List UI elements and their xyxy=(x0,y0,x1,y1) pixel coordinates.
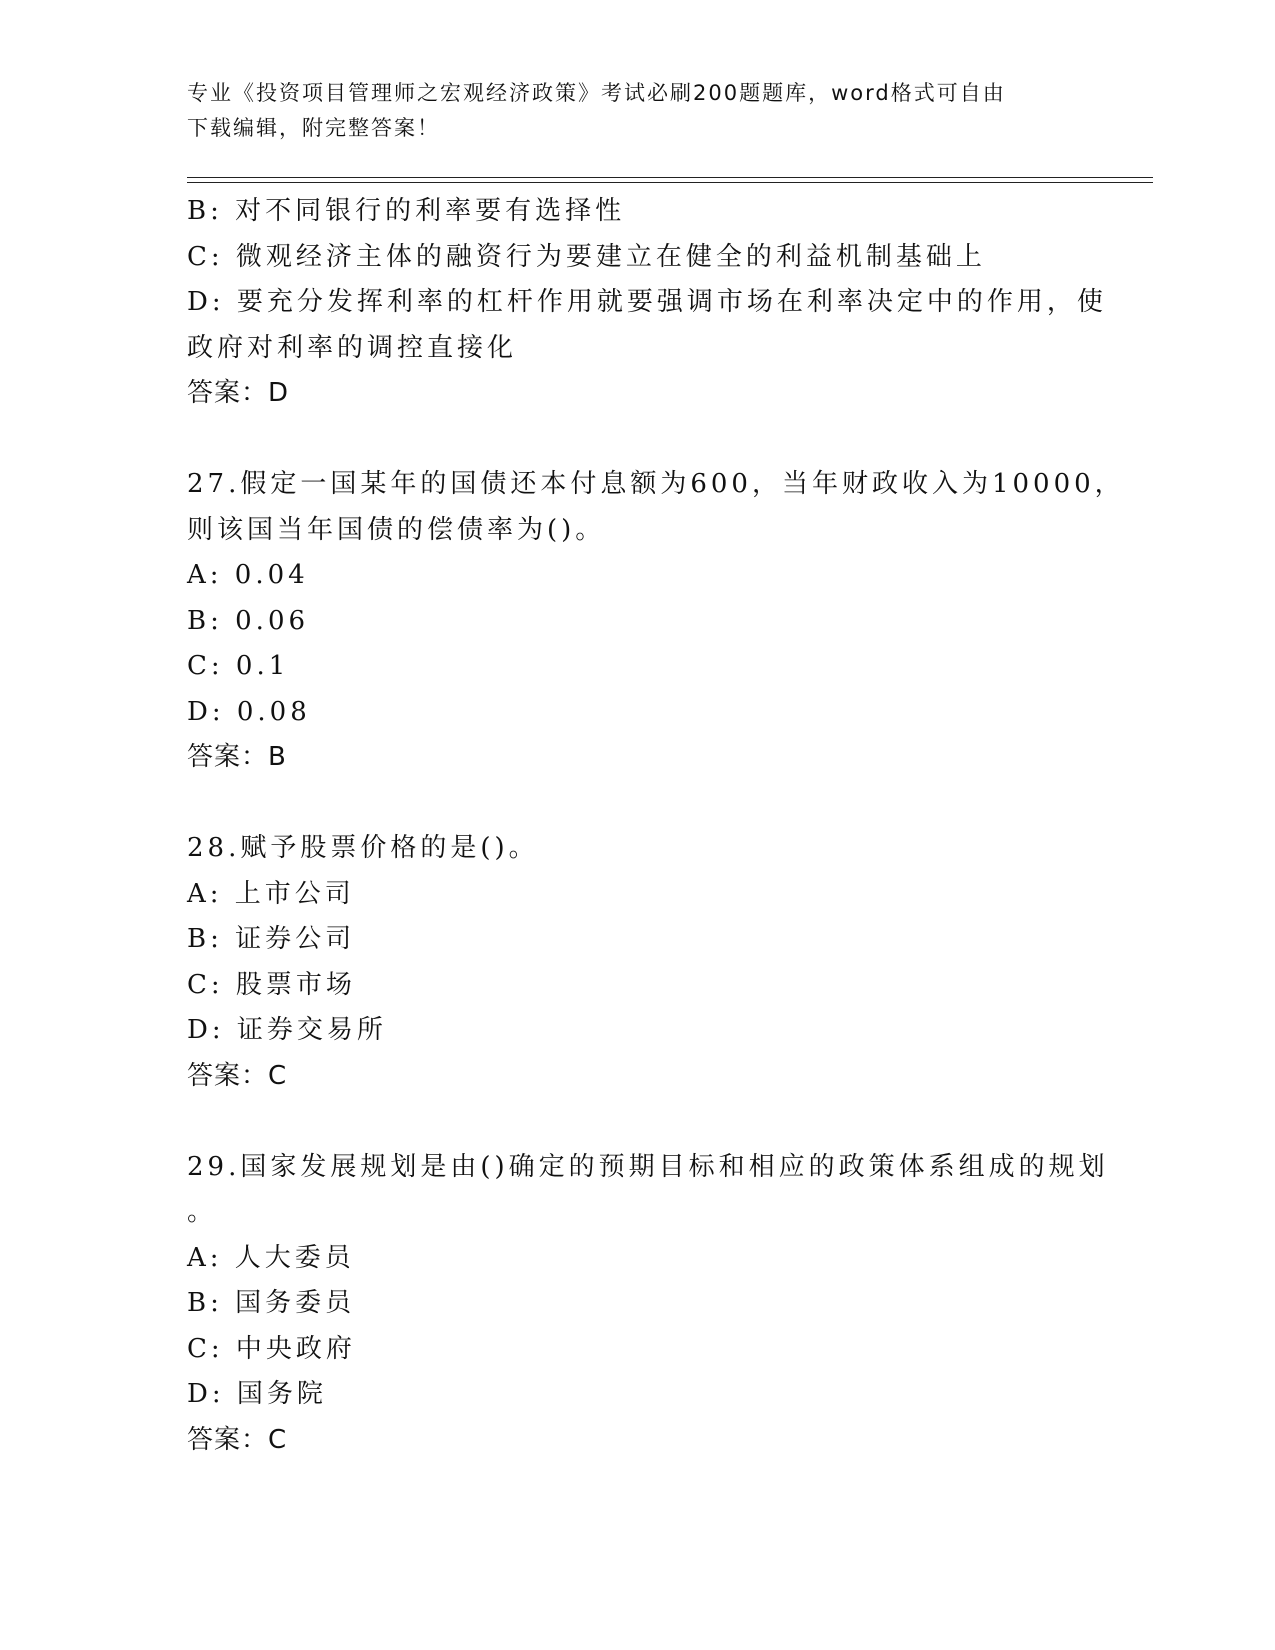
question-stem: 27.假定一国某年的国债还本付息额为600，当年财政收入为10000， xyxy=(187,469,1125,499)
option-b: B: 国务委员 xyxy=(187,1288,356,1318)
option-d: D: 0.08 xyxy=(187,696,311,727)
header-rule-top xyxy=(187,177,1153,178)
header-rule-bottom xyxy=(187,182,1153,183)
question-stem: 28.赋予股票价格的是()。 xyxy=(187,833,539,863)
option-c: C: 股票市场 xyxy=(187,969,356,1000)
option-a: A: 人大委员 xyxy=(187,1242,355,1273)
header-line-1: 专业《投资项目管理师之宏观经济政策》考试必刷200题题库，word格式可自由 xyxy=(187,81,1006,105)
option-c: C: 微观经济主体的融资行为要建立在健全的利益机制基础上 xyxy=(187,241,986,272)
answer: 答案：C xyxy=(187,1424,288,1455)
spacer xyxy=(187,1099,1087,1145)
option-d: D: 证券交易所 xyxy=(187,1015,387,1045)
document-body xyxy=(187,189,1125,1463)
answer: 答案：D xyxy=(187,378,290,408)
option-b: B: 证券公司 xyxy=(187,924,356,954)
question-29 xyxy=(187,1145,1109,1464)
answer: 答案：C xyxy=(187,1060,288,1091)
option-a: A: 上市公司 xyxy=(187,878,355,909)
document-header xyxy=(187,76,1087,146)
option-b: B: 0.06 xyxy=(187,605,310,636)
option-b: B: 对不同银行的利率要有选择性 xyxy=(187,196,626,226)
option-c: C: 中央政府 xyxy=(187,1333,356,1364)
option-a: A: 0.04 xyxy=(187,560,309,590)
answer: 答案：B xyxy=(187,742,287,772)
question-stem-continued: 则该国当年国债的偿债率为()。 xyxy=(187,514,606,545)
spacer xyxy=(187,781,1087,827)
question-stem: 29.国家发展规划是由()确定的预期目标和相应的政策体系组成的规划 xyxy=(187,1151,1109,1182)
question-stem-continued: 。 xyxy=(187,1197,218,1227)
question-27 xyxy=(187,462,1125,781)
header-line-2: 下载编辑，附完整答案！ xyxy=(187,116,440,140)
option-d: D: 要充分发挥利率的杠杆作用就要强调市场在利率决定中的作用，使 xyxy=(187,287,1107,317)
question-28 xyxy=(187,826,1087,1099)
option-c: C: 0.1 xyxy=(187,651,290,681)
option-d-continued: 政府对利率的调控直接化 xyxy=(187,332,518,363)
question-26-continued xyxy=(187,189,1107,417)
option-d: D: 国务院 xyxy=(187,1379,327,1409)
spacer xyxy=(187,417,1087,463)
